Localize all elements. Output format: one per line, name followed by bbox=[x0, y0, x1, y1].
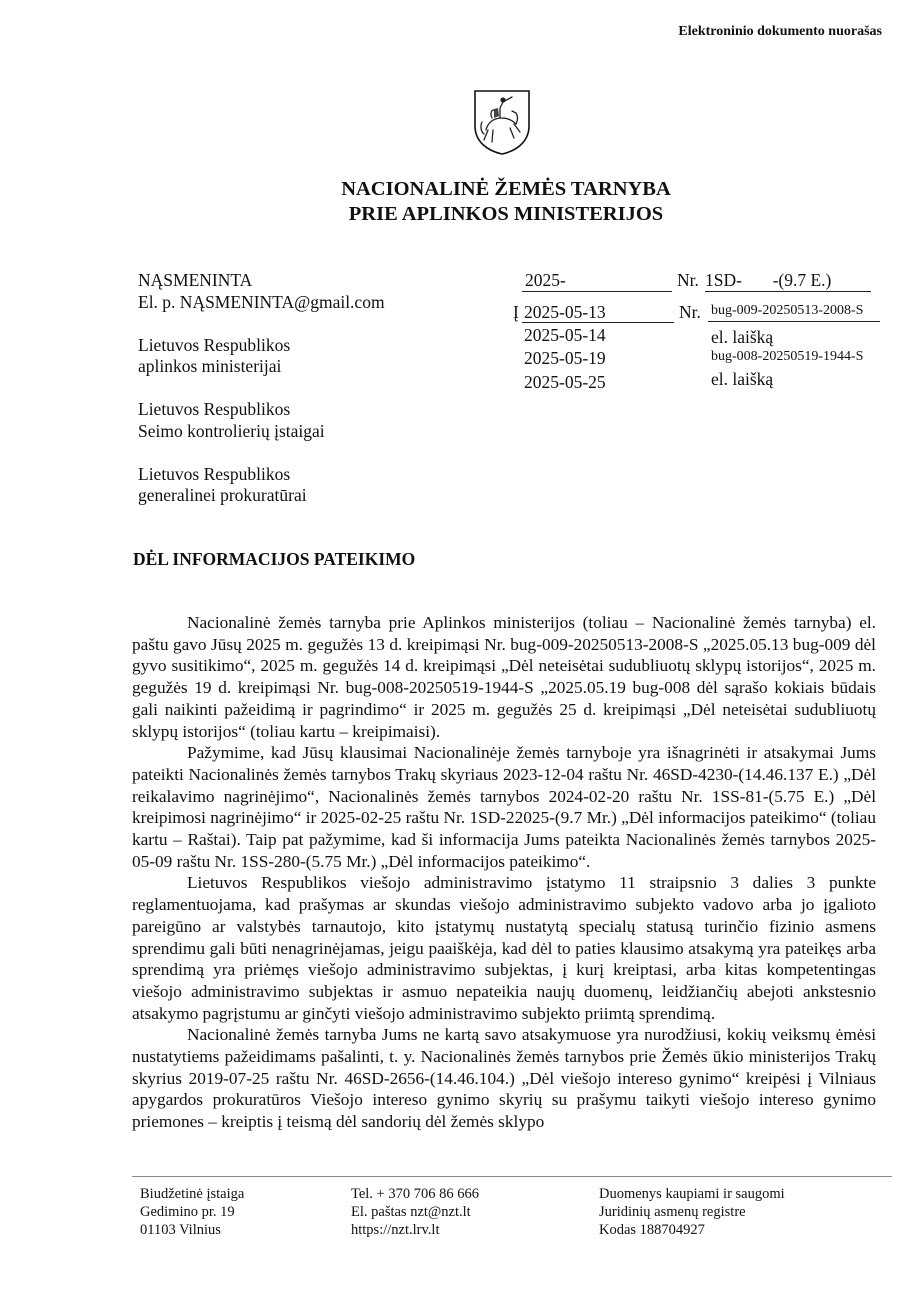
reply-nr-label: Nr. bbox=[679, 302, 701, 322]
recipient-line: aplinkos ministerijai bbox=[138, 356, 282, 376]
body-paragraph: Nacionalinė žemės tarnyba Jums ne kartą savo atsakymuose yra nurodžiusi, kokių veiksmų ėmėsi nustatytiems pažeidimams pašalinti, t. y. Nacionalinės žemės tarnybos prie Žemės ūkio ministerijos Trakų skyrius 2019-07-25 raštu Nr. 46SD-2656-(14.46.104.) „Dėl viešojo intereso gynimo“ kreipėsi į Vilniaus apygardos prokuratūros Viešojo intereso gynimo skyrių su prašymu taikyti viešojo intereso gynimo priemones – kreiptis į teismą dėl sandorių dėl žemės sklypo bbox=[132, 1025, 876, 1132]
footer-line: Biudžetinė įstaiga bbox=[140, 1186, 245, 1202]
footer-registry bbox=[599, 1185, 785, 1239]
footer-divider bbox=[132, 1176, 892, 1177]
footer-line: 01103 Vilnius bbox=[140, 1222, 221, 1238]
letter-body bbox=[132, 612, 876, 1133]
reply-date: 2025-05-13 bbox=[522, 302, 674, 323]
reply-ref: bug-009-20250513-2008-S bbox=[708, 303, 880, 322]
recipient-line: Seimo kontrolierių įstaigai bbox=[138, 420, 325, 441]
recipient-email: El. p. NĄSMENINTA@gmail.com bbox=[138, 291, 385, 312]
recipient-block bbox=[138, 335, 385, 378]
reply-date: 2025-05-25 bbox=[524, 372, 606, 392]
footer-line: Gedimino pr. 19 bbox=[140, 1204, 235, 1220]
document-date: 2025- bbox=[522, 270, 672, 292]
footer-address bbox=[140, 1185, 244, 1239]
recipient-block bbox=[138, 464, 385, 507]
institution-name-line: PRIE APLINKOS MINISTERIJOS bbox=[348, 203, 664, 225]
reply-ref: el. laišką bbox=[711, 327, 774, 347]
recipient-block bbox=[138, 399, 385, 442]
reply-date: 2025-05-19 bbox=[524, 348, 606, 368]
document-nr-label: Nr. bbox=[677, 270, 699, 290]
electronic-copy-note: Elektroninio dokumento nuorašas bbox=[678, 24, 882, 39]
body-paragraph: Nacionalinė žemės tarnyba prie Aplinkos ministerijos (toliau – Nacionalinė žemės tarnyba) el. paštu gavo Jūsų 2025 m. gegužės 13 d. kreipimąsi Nr. bug-009-20250513-2008-S „2025.05.13 bug-009 dėl gyvo susitikimo“, 2025 m. gegužės 14 d. kreipimąsi „Dėl neteisėtai sudubliuotų sklypų istorijos“, 2025 m. gegužės 19 d. kreipimąsi Nr. bug-008-20250519-1944-S „2025.05.19 bug-008 dėl sąrašo kokiais būdais gali naikinti pažeidimą ir pagrindimo“ ir 2025 m. gegužės 25 d. kreipimąsi „Dėl neteisėtai sudubliuotų sklypų istorijos“ (toliau kartu – kreipimaisi). bbox=[132, 613, 876, 741]
footer-email-link[interactable]: El. paštas nzt@nzt.lt bbox=[351, 1204, 471, 1220]
recipients bbox=[138, 270, 385, 528]
body-paragraph: Pažymime, kad Jūsų klausimai Nacionalinėje žemės tarnyboje yra išnagrinėti ir atsakymai Jums pateikti Nacionalinės žemės tarnybos Trakų skyriaus 2023-12-04 raštu Nr. 46SD-4230-(14.46.137 E.) „Dėl reikalavimo nagrinėjimo“, Nacionalinės žemės tarnybos 2024-02-20 raštu Nr. 1SS-81-(5.75 E.) „Dėl kreipimosi nagrinėjimo“ ir 2025-02-25 raštu Nr. 1SD-22025-(9.7 Mr.) „Dėl informacijos pateikimo“ (toliau kartu – Raštai). Taip pat pažymime, kad ši informacija Jums pateikta Nacionalinės žemės tarnybos 2025-05-09 raštu Nr. 1SS-280-(5.75 Mr.) „Dėl informacijos pateikimo“. bbox=[132, 743, 876, 871]
body-paragraph: Lietuvos Respublikos viešojo administravimo įstatymo 11 straipsnio 3 dalies 3 punkte reglamentuojama, kad prašymas ar skundas viešojo administravimo subjekto vadovo arba jo įgalioto pareigūno ar valstybės tarnautojo, kito įstatymų nustatytą specialų statusą turinčio fizinio asmens sprendimu gali būti nenagrinėjamas, jeigu paaiškėja, kad dėl to paties klausimo atsakymą yra pateikęs arba sprendimą yra priėmęs viešojo administravimo subjektas, į kurį kreiptasi, arba kitas kompetentingas viešojo administravimo subjektas ir asmuo nepateikia naujų duomenų, leidžiančių abejoti ankstesnio atsakymo pagrįstumu ar ginčyti viešojo administravimo subjekto priimtą sprendimą. bbox=[132, 873, 876, 1023]
recipient-name: NĄSMENINTA bbox=[138, 270, 253, 290]
reply-ref: el. laišką bbox=[711, 369, 774, 389]
recipient-line: Lietuvos Respublikos bbox=[138, 463, 291, 484]
institution-name bbox=[0, 177, 920, 227]
recipient-block bbox=[138, 270, 385, 313]
in-reply-prefix: Į bbox=[513, 302, 519, 322]
coat-of-arms-vytis-icon bbox=[472, 88, 532, 156]
footer-line: Juridinių asmenų registre bbox=[599, 1204, 746, 1220]
document-nr: 1SD- -(9.7 E.) bbox=[705, 270, 871, 292]
institution-name-line: NACIONALINĖ ŽEMĖS TARNYBA bbox=[341, 178, 671, 200]
footer-phone: Tel. + 370 706 86 666 bbox=[351, 1186, 479, 1202]
footer-line: Duomenys kaupiami ir saugomi bbox=[599, 1186, 785, 1202]
recipient-line: Lietuvos Respublikos bbox=[138, 399, 291, 419]
footer-line: Kodas 188704927 bbox=[599, 1222, 705, 1238]
reply-date: 2025-05-14 bbox=[524, 325, 606, 345]
footer-website-link[interactable]: https://nzt.lrv.lt bbox=[351, 1222, 440, 1238]
letter-subject: DĖL INFORMACIJOS PATEIKIMO bbox=[133, 549, 416, 569]
recipient-line: generalinei prokuratūrai bbox=[138, 485, 307, 505]
recipient-line: Lietuvos Respublikos bbox=[138, 334, 291, 355]
footer-contacts bbox=[351, 1185, 479, 1239]
reply-ref: bug-008-20250519-1944-S bbox=[711, 349, 864, 364]
